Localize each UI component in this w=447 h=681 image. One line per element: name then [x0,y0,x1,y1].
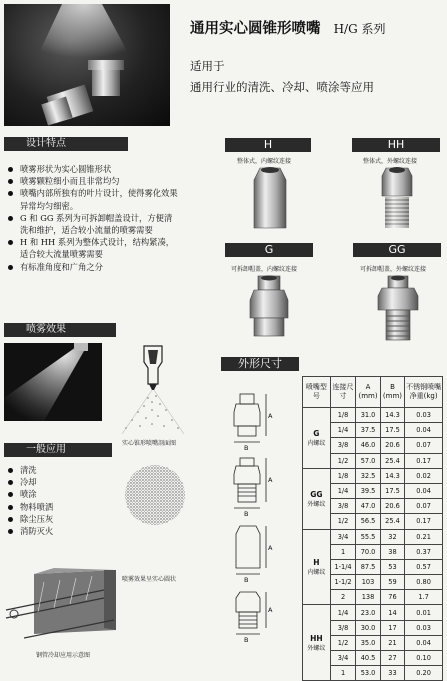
dim-b-cell: 32 [380,529,404,544]
dim-b-cell: 59 [380,575,404,590]
type-hh-nozzle-image [374,166,420,232]
weight-cell: 0.07 [405,438,443,453]
weight-cell: 0.37 [405,544,443,559]
applications-banner: 一般应用 [4,443,112,457]
dim-a-cell: 138 [356,590,380,605]
dim-label-b: B [244,576,249,584]
gg-dimension-drawing [234,458,266,508]
model-thread-type: 内螺纹 [307,439,326,447]
connection-size-cell: 3/8 [330,620,356,635]
type-h-banner: H [225,138,311,152]
connection-size-cell: 1/8 [330,408,356,423]
spray-pattern-circle [124,464,186,526]
dim-a-cell: 32.5 [356,468,380,483]
dim-b-cell: 27 [380,651,404,666]
dim-b-cell: 76 [380,590,404,605]
model-name: H [313,557,320,567]
page-title [190,17,386,38]
type-h-nozzle-image [246,166,294,232]
dim-label-b: B [244,636,249,644]
table-row [303,529,443,544]
weight-cell: 0.01 [405,605,443,620]
model-name: GG [310,489,323,499]
type-gg-nozzle-image [374,274,422,344]
dim-a-cell: 40.5 [356,651,380,666]
weight-cell: 1.7 [405,590,443,605]
weight-cell: 0.04 [405,423,443,438]
type-h-desc: 整体式，内螺纹连接 [237,158,292,165]
type-gg-banner: GG [353,243,441,257]
connection-size-cell: 1/2 [330,514,356,529]
design-item: H 和 HH 系列为整体式设计，结构紧凑，适合较大流量喷雾需要 [6,236,180,260]
pipe-cooling-illustration [4,568,122,646]
dim-label-a: A [268,544,273,552]
table-row [303,408,443,423]
weight-cell: 0.57 [405,559,443,574]
type-gg-desc: 可拆卸帽盖，外螺纹连接 [360,266,427,273]
applicable-label: 适用于 [190,59,225,73]
weight-cell: 0.04 [405,635,443,650]
model-thread-type: 外螺纹 [307,644,326,652]
dim-label-a: A [268,476,273,484]
model-name: HH [310,633,323,643]
model-cell [303,408,331,469]
h-dimension-drawing [236,526,266,574]
type-g-banner: G [225,243,313,257]
dim-b-cell: 17.5 [380,423,404,438]
connection-size-cell: 2 [330,590,356,605]
dim-a-cell: 70.0 [356,544,380,559]
hero-spray-image [4,4,170,126]
type-g-nozzle-image [244,274,294,340]
application-item: 消防灭火 [6,525,96,537]
applicable-text: 通用行业的清洗、冷却、喷涂等应用 [190,80,374,94]
application-item: 清洗 [6,464,96,476]
col-header-weight: 不锈钢喷嘴净重(kg) [405,377,443,408]
weight-cell: 0.03 [405,620,443,635]
application-item: 除尘压灰 [6,513,96,525]
application-item: 冷却 [6,476,96,488]
dim-a-cell: 39.5 [356,483,380,498]
pipe-caption: 钢管冷却应用示意图 [36,652,91,659]
spray-pattern-caption: 喷雾效果呈实心圆状 [122,576,177,583]
design-banner: 设计特点 [4,137,128,151]
connection-size-cell: 1/4 [330,605,356,620]
type-hh-desc: 整体式，外螺纹连接 [363,158,418,165]
dim-a-cell: 57.0 [356,453,380,468]
weight-cell: 0.04 [405,483,443,498]
dim-a-cell: 55.5 [356,529,380,544]
design-item: G 和 GG 系列为可拆卸帽盖设计，方便清洗和维护，适合较小流量的喷雾需要 [6,212,180,236]
connection-size-cell: 3/8 [330,438,356,453]
connection-size-cell: 1/2 [330,453,356,468]
dim-b-cell: 33 [380,666,404,681]
hero-nozzle-photo [4,4,170,126]
model-cell [303,468,331,529]
connection-size-cell: 1-1/2 [330,575,356,590]
model-name: G [313,428,320,438]
dim-a-cell: 23.0 [356,605,380,620]
connection-size-cell: 1-1/4 [330,559,356,574]
connection-size-cell: 1 [330,544,356,559]
dim-label-b: B [244,510,249,518]
table-row [303,605,443,620]
model-cell [303,529,331,605]
connection-size-cell: 1 [330,666,356,681]
dim-a-cell: 56.5 [356,514,380,529]
connection-size-cell: 1/4 [330,483,356,498]
model-cell [303,605,331,681]
connection-size-cell: 3/4 [330,651,356,666]
dim-a-cell: 87.5 [356,559,380,574]
dim-b-cell: 14.3 [380,408,404,423]
weight-cell: 0.17 [405,514,443,529]
weight-cell: 0.21 [405,529,443,544]
dim-a-cell: 53.0 [356,666,380,681]
weight-cell: 0.20 [405,666,443,681]
dim-b-cell: 14.3 [380,468,404,483]
nozzle-cross-section-diagram [118,340,188,436]
design-item: 喷嘴内部所独有的叶片设计，使得雾化效果异常均匀细密。 [6,187,180,211]
dim-a-cell: 47.0 [356,499,380,514]
dim-b-cell: 17.5 [380,483,404,498]
table-row [303,468,443,483]
dim-label-a: A [268,412,273,420]
table-header-row [303,377,443,408]
cross-section-caption: 实心锥形喷嘴剖面图 [122,440,177,447]
spray-banner: 喷雾效果 [4,323,116,337]
dim-a-cell: 30.0 [356,620,380,635]
dim-b-cell: 25.4 [380,453,404,468]
connection-size-cell: 1/8 [330,468,356,483]
applications-list [6,464,96,537]
weight-cell: 0.10 [405,651,443,666]
dim-a-cell: 37.5 [356,423,380,438]
dim-a-cell: 46.0 [356,438,380,453]
weight-cell: 0.80 [405,575,443,590]
dim-b-cell: 25.4 [380,514,404,529]
dim-b-cell: 38 [380,544,404,559]
dim-b-cell: 21 [380,635,404,650]
design-list [6,163,180,273]
weight-cell: 0.17 [405,453,443,468]
design-item: 喷雾颗粒细小而且非常均匀 [6,175,180,187]
series-text: H/G 系列 [333,22,386,36]
type-g-desc: 可拆卸帽盖，内螺纹连接 [231,266,298,273]
dim-b-cell: 20.6 [380,499,404,514]
dim-a-cell: 31.0 [356,408,380,423]
col-header-a: A (mm) [356,377,380,408]
model-thread-type: 外螺纹 [307,500,326,508]
weight-cell: 0.02 [405,468,443,483]
dim-b-cell: 20.6 [380,438,404,453]
dim-a-cell: 35.0 [356,635,380,650]
dimension-drawings [228,388,292,654]
col-header-model: 喷嘴型号 [303,377,331,408]
connection-size-cell: 3/4 [330,529,356,544]
weight-cell: 0.03 [405,408,443,423]
dimensions-banner: 外形尺寸 [221,357,299,371]
title-text: 通用实心圆锥形喷嘴 [190,21,321,37]
connection-size-cell: 1/4 [330,423,356,438]
col-header-b: B (mm) [380,377,404,408]
col-header-connection: 连接尺寸 [330,377,356,408]
dim-label-a: A [268,606,273,614]
dim-a-cell: 103 [356,575,380,590]
connection-size-cell: 3/8 [330,499,356,514]
dim-b-cell: 17 [380,620,404,635]
dim-b-cell: 14 [380,605,404,620]
dimensions-table [302,376,443,681]
dim-b-cell: 53 [380,559,404,574]
design-item: 喷雾形状为实心圆锥形状 [6,163,180,175]
application-item: 物料喷洒 [6,501,96,513]
weight-cell: 0.07 [405,499,443,514]
dim-label-b: B [244,444,249,452]
connection-size-cell: 1/2 [330,635,356,650]
type-hh-banner: HH [352,138,440,152]
hh-dimension-drawing [236,592,266,634]
spray-photo [4,343,102,421]
model-thread-type: 内螺纹 [307,568,326,576]
g-dimension-drawing [234,394,266,442]
application-item: 喷涂 [6,488,96,500]
design-item: 有标准角度和广角之分 [6,261,180,273]
